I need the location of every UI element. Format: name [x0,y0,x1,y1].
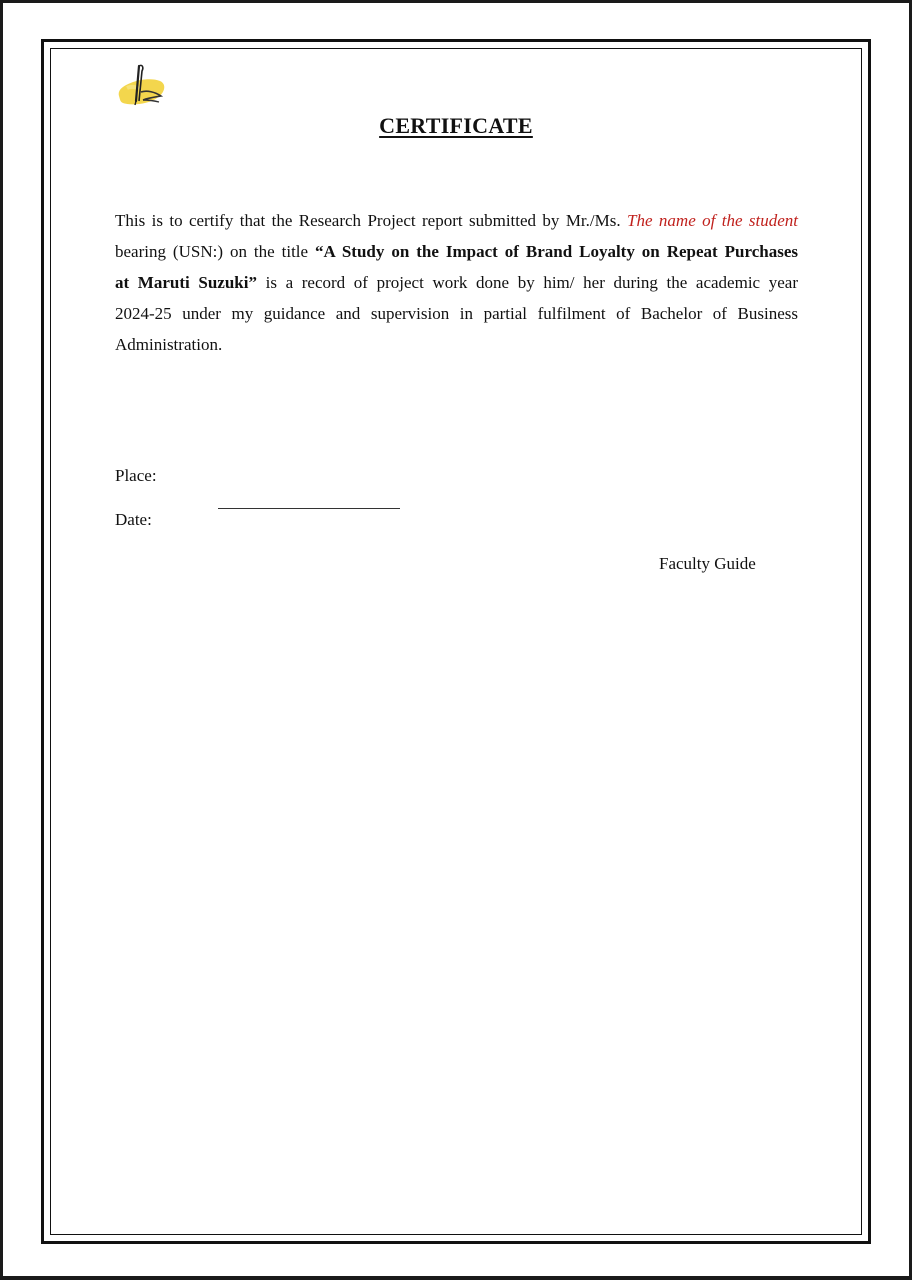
body-line-2 [115,242,798,262]
certificate-title [0,113,912,139]
record-text: is a record of project work done by him/ her during the academic year [265,273,798,292]
intro-text: This is to certify that the Research Project report submitted by Mr./Ms. [115,211,621,230]
body-line-1 [115,211,798,231]
place-label: Place: [115,466,157,485]
body-line-4 [115,304,798,324]
guidance-text: 2024-25 under my guidance and supervision in partial fulfilment of Bachelor of Business [115,304,798,323]
degree-text: Administration. [115,335,223,354]
project-title-part2: at Maruti Suzuki” [115,273,257,292]
student-name: The name of the student [627,211,799,230]
signature-line [218,508,400,509]
certificate-title-text: CERTIFICATE [379,113,533,138]
pen-logo-icon [115,58,173,110]
usn-text: bearing (USN:) on the title [115,242,309,261]
faculty-guide-label: Faculty Guide [659,554,756,573]
date-label: Date: [115,510,152,529]
body-line-3 [115,273,798,293]
body-line-5 [115,335,798,355]
project-title-part1: “A Study on the Impact of Brand Loyalty on Repeat Purchases [315,242,799,261]
